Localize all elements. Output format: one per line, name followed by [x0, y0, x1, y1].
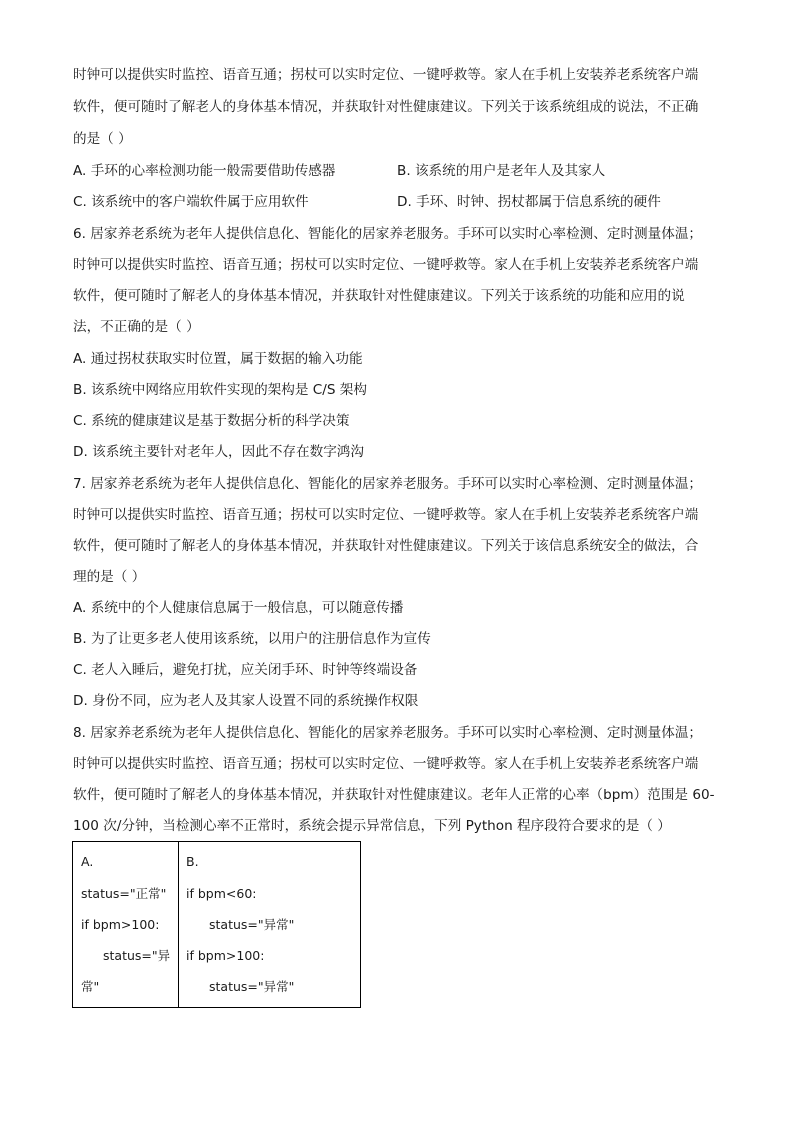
q5-stem-line-3: 的是（ ） — [73, 131, 132, 147]
q7-option-b: B. 为了让更多老人使用该系统，以用户的注册信息作为宣传 — [73, 631, 431, 647]
q7-option-c: C. 老人入睡后，避免打扰，应关闭手环、时钟等终端设备 — [73, 662, 418, 678]
code-a-line-4: 常" — [81, 979, 100, 994]
table-column-divider — [178, 842, 179, 1007]
q5-option-c: C. 该系统中的客户端软件属于应用软件 — [73, 194, 309, 210]
q6-option-c: C. 系统的健康建议是基于数据分析的科学决策 — [73, 413, 350, 429]
q7-stem-line-2: 时钟可以提供实时监控、语音互通；拐杖可以实时定位、一键呼救等。家人在手机上安装养老系统客户端 — [73, 507, 699, 523]
q8-stem-line-1: 8. 居家养老系统为老年人提供信息化、智能化的居家养老服务。手环可以实时心率检测、定时测量体温； — [73, 725, 703, 741]
q8-stem-line-2: 时钟可以提供实时监控、语音互通；拐杖可以实时定位、一键呼救等。家人在手机上安装养老系统客户端 — [73, 756, 699, 772]
q5-option-b: B. 该系统的用户是老年人及其家人 — [397, 163, 606, 179]
q6-option-a: A. 通过拐杖获取实时位置，属于数据的输入功能 — [73, 351, 363, 367]
code-options-table — [72, 841, 361, 1008]
q5-option-a: A. 手环的心率检测功能一般需要借助传感器 — [73, 163, 336, 179]
q6-stem-line-4: 法，不正确的是（ ） — [73, 319, 200, 335]
q7-stem-line-1: 7. 居家养老系统为老年人提供信息化、智能化的居家养老服务。手环可以实时心率检测、定时测量体温； — [73, 476, 703, 492]
code-b-label: B. — [186, 854, 199, 869]
q5-option-d: D. 手环、时钟、拐杖都属于信息系统的硬件 — [397, 194, 661, 210]
q7-option-d: D. 身份不同，应为老人及其家人设置不同的系统操作权限 — [73, 693, 419, 709]
code-a-line-1: status="正常" — [81, 886, 167, 901]
code-b-line-1: if bpm<60: — [186, 886, 257, 901]
code-b-line-2: status="异常" — [209, 917, 295, 932]
code-b-line-3: if bpm>100: — [186, 948, 265, 963]
code-a-label: A. — [81, 854, 94, 869]
q7-stem-line-4: 理的是（ ） — [73, 569, 146, 585]
q6-stem-line-2: 时钟可以提供实时监控、语音互通；拐杖可以实时定位、一键呼救等。家人在手机上安装养老系统客户端 — [73, 257, 699, 273]
q8-stem-line-4: 100 次/分钟，当检测心率不正常时，系统会提示异常信息，下列 Python 程序段符合要求的是（ ） — [73, 818, 671, 834]
code-a-line-2: if bpm>100: — [81, 917, 160, 932]
q5-stem-line-2: 软件，便可随时了解老人的身体基本情况，并获取针对性健康建议。下列关于该系统组成的说法，不正确 — [73, 99, 699, 115]
q5-stem-line-1: 时钟可以提供实时监控、语音互通；拐杖可以实时定位、一键呼救等。家人在手机上安装养老系统客户端 — [73, 67, 699, 83]
q6-option-b: B. 该系统中网络应用软件实现的架构是 C/S 架构 — [73, 382, 367, 398]
code-a-line-3: status="异 — [103, 948, 171, 963]
q7-option-a: A. 系统中的个人健康信息属于一般信息，可以随意传播 — [73, 600, 404, 616]
q7-stem-line-3: 软件，便可随时了解老人的身体基本情况，并获取针对性健康建议。下列关于该信息系统安全的做法，合 — [73, 538, 699, 554]
q6-stem-line-3: 软件，便可随时了解老人的身体基本情况，并获取针对性健康建议。下列关于该系统的功能和应用的说 — [73, 288, 685, 304]
code-b-line-4: status="异常" — [209, 979, 295, 994]
q6-stem-line-1: 6. 居家养老系统为老年人提供信息化、智能化的居家养老服务。手环可以实时心率检测、定时测量体温； — [73, 226, 703, 242]
q6-option-d: D. 该系统主要针对老年人，因此不存在数字鸿沟 — [73, 444, 364, 460]
q8-stem-line-3: 软件，便可随时了解老人的身体基本情况，并获取针对性健康建议。老年人正常的心率（bpm）范围是 60- — [73, 787, 715, 803]
